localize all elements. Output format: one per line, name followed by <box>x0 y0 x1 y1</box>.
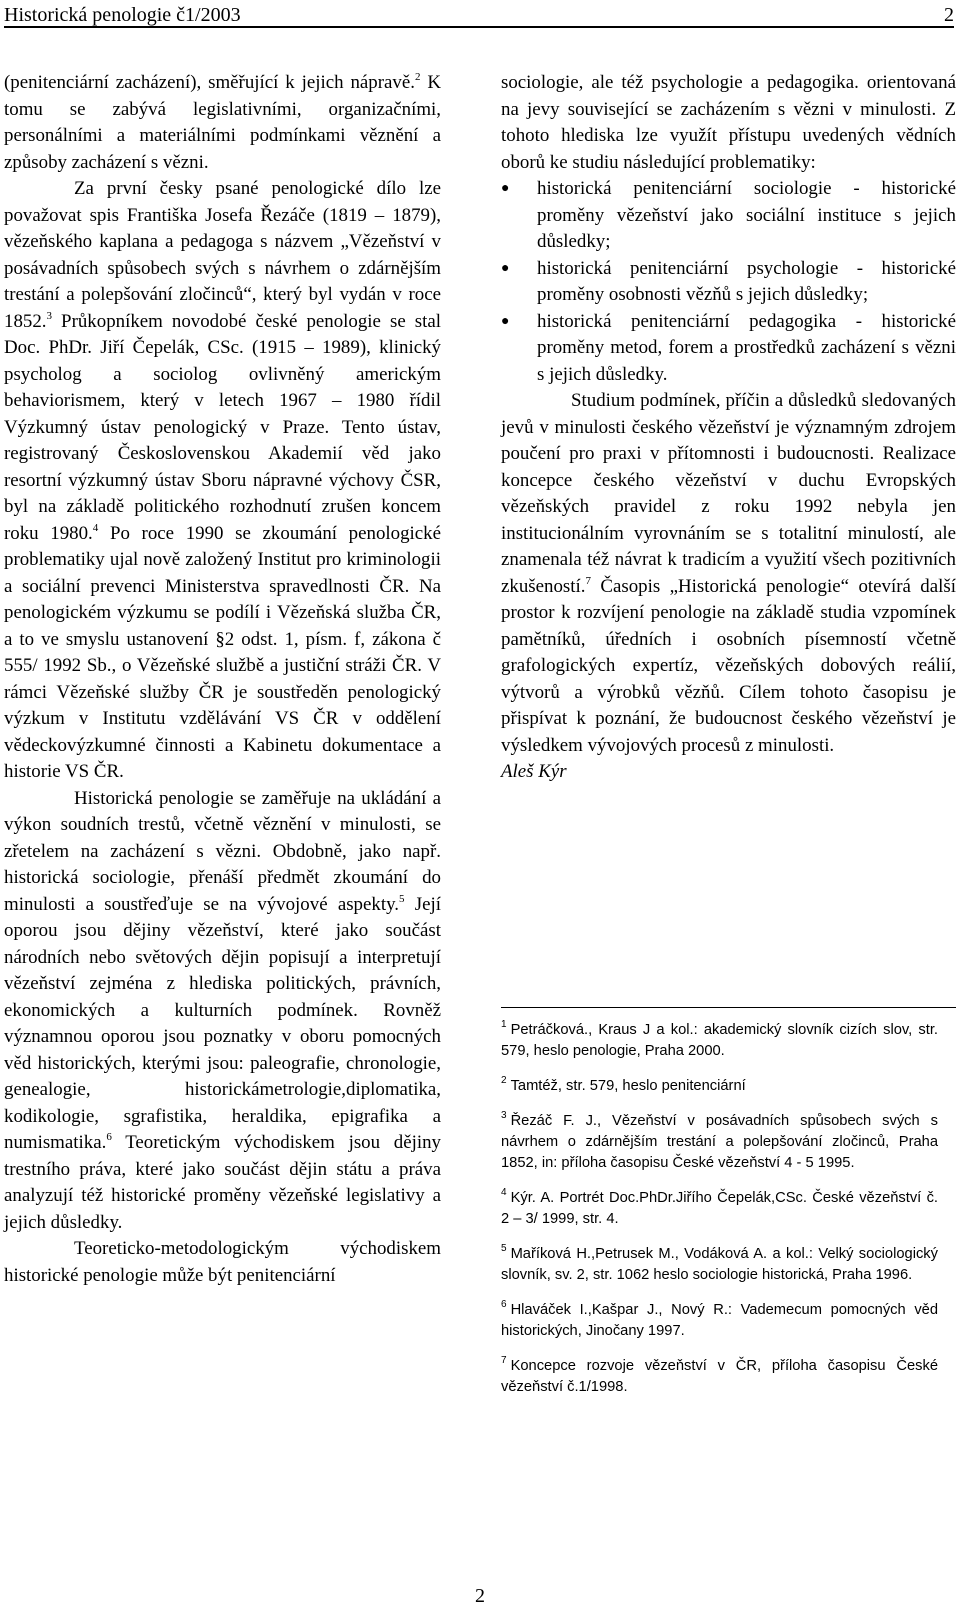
bullet-icon: ● <box>501 260 510 276</box>
text-run: K tomu se zabývá legislativními, organizačními, personálními a materiálními podmínkami věznění a způsoby zacházení s vězni. <box>4 72 441 173</box>
paragraph: Teoreticko-metodologickým východiskem historické penologie může být penitenciární <box>4 1238 441 1286</box>
footnotes <box>501 1020 938 1412</box>
paragraph <box>4 70 441 176</box>
footnote-ref[interactable]: 5 <box>399 892 405 905</box>
text-run: Časopis „Historická penologie“ otevírá další prostor k rozvíjení penologie na základě studia vzpomínek pamětníků, úředních i osobních písemností včetně grafologických expertíz, vězeňských dobových reálií, výtvorů a výrobků vězňů. Cílem tohoto časopisu je přispívat k poznání, že budoucnost českého vězeňství je výsledkem vývojových procesů z minulosti. <box>501 575 956 756</box>
footnote <box>501 1244 938 1286</box>
footnote-ref[interactable]: 4 <box>92 521 99 534</box>
paragraph <box>501 388 956 759</box>
list-item <box>501 176 956 256</box>
right-column <box>501 70 956 786</box>
footnote-text: Kýr. A. Portrét Doc.PhDr.Jiřího Čepelák,CSc. České vězeňství č. 2 – 3/ 1999, str. 4. <box>501 1190 938 1227</box>
bullet-list <box>501 176 956 388</box>
footnote-ref[interactable]: 3 <box>46 309 53 322</box>
footnote <box>501 1111 938 1174</box>
text-run: Průkopníkem novodobé české penologie se stal Doc. PhDr. Jiří Čepelák, CSc. (1915 – 1989), klinický psycholog a sociolog ovlivněný americkým behaviorismem, který v letech 1967 – 1980 řídil Výzkumný ústav penologický v Praze. Tento ústav, registrovaný Československou Akademií věd jako resortní výzkumný ústav Sboru nápravné výchovy ČSR, byl na základě politického rozhodnutí zrušen koncem roku 1980. <box>4 310 441 544</box>
list-item-text: historická penitenciární pedagogika - historické proměny metod, forem a prostředků zacházení s vězni s jejich důsledky. <box>537 310 956 385</box>
footnote-number: 7 <box>501 1355 507 1366</box>
text-run: Její oporou jsou dějiny vězeňství, které jako součást národních nebo světových dějin popisují a interpretují vězeňství zejména z hlediska politických, právních, ekonomických a kulturních podmínek. Rovněž významnou oporou jsou poznatky v oboru pomocných věd historických, kterými jsou: paleografie, chronologie, genealogie, historickámetrologie,diplomatika, kodikologie, sgrafistika, heraldika, epigrafika a numismatika. <box>4 893 441 1153</box>
footnote-text: Hlaváček I.,Kašpar J., Nový R.: Vademecum pomocných věd historických, Jinočany 1997. <box>501 1302 938 1339</box>
footnote-number: 4 <box>501 1187 507 1198</box>
footnote-ref[interactable]: 2 <box>414 71 421 83</box>
list-item <box>501 309 956 389</box>
text-run: Za první česky psané penologické dílo lze považovat spis Františka Josefa Řezáče (1819 – 1879), vězeňského kaplana a pedagoga s názvem „Vězeňství v posávadních spůsobech svých s návrhem o zdárnějším trestání a polepšování zločinců“, který byl vydán v roce 1852. <box>4 178 441 332</box>
footnote <box>501 1356 938 1398</box>
journal-title: Historická penologie č1/2003 <box>4 4 241 26</box>
footnote-ref[interactable]: 7 <box>585 574 591 587</box>
footnote <box>501 1076 938 1097</box>
footnote-text: Koncepce rozvoje vězeňství v ČR, příloha časopisu České vězeňství č.1/1998. <box>501 1358 938 1395</box>
text-run: Po roce 1990 se zkoumání penologické problematiky ujal nově založený Institut pro kriminologii a sociální prevenci Ministerstva spravedlnosti ČR. Na penologickém výzkumu se podílí i Vězeňská služba ČR, a to ve smyslu ustanovení §2 odst. 1, písm. f, zákona č 555/ 1992 Sb., o Vězeňské službě a justiční stráži ČR. V rámci Vězeňské služby ČR je soustředěn penologický výzkum v Institutu vzdělávání VS ČR v oddělení vědeckovýzkumné činnosti a Kabinetu dokumentace a historie VS ČR. <box>4 522 442 782</box>
list-item-text: historická penitenciární psychologie - historické proměny osobnosti vězňů s jejich důsledky; <box>537 257 956 305</box>
text-run: (penitenciární zacházení), směřující k jejich nápravě. <box>4 72 415 93</box>
running-header <box>4 2 954 28</box>
list-item <box>501 256 956 309</box>
footnote-ref[interactable]: 6 <box>106 1131 112 1143</box>
footnote-number: 3 <box>501 1110 507 1121</box>
paragraph <box>4 786 441 1237</box>
footnote-number: 6 <box>501 1299 507 1310</box>
header-page-number: 2 <box>944 4 954 26</box>
paragraph: sociologie, ale též psychologie a pedagogika. orientovaná na jevy související se zacházením s vězni v minulosti. Z tohoto hlediska lze využít přístupu uvedených vědních oborů ke studiu následující problematiky: <box>501 72 956 173</box>
footnote-number: 5 <box>501 1243 507 1254</box>
footnote <box>501 1020 938 1062</box>
left-column <box>4 70 441 1289</box>
footnote-text: Řezáč F. J., Vězeňství v posávadních spůsobech svých s návrhem o zdárnějším trestání a polepšování zločinců, Praha 1852, in: příloha časopisu České vězeňství 4 - 5 1995. <box>501 1113 938 1171</box>
text-run: Teoretickým východiskem jsou dějiny trestního práva, které jako součást dějin státu a práva analyzují též historické proměny vězeňské legislativy a jejich důsledky. <box>4 1132 441 1233</box>
bullet-icon: ● <box>501 181 510 196</box>
footnote-number: 2 <box>501 1075 507 1086</box>
bullet-icon: ● <box>501 313 510 329</box>
text-run: Historická penologie se zaměřuje na ukládání a výkon soudních trestů, včetně věznění v minulosti, se zřetelem na zacházení s vězni. Obdobně, jako např. historická sociologie, přenáší předmět zkoumání do minulosti a soustřeďuje se na vývojové aspekty. <box>4 787 441 915</box>
footnote <box>501 1188 938 1230</box>
footnote-separator <box>501 1007 956 1008</box>
footnote-number: 1 <box>501 1019 507 1030</box>
footnote-text: Maříková H.,Petrusek M., Vodáková A. a kol.: Velký sociologický slovník, sv. 2, str. 1062 heslo sociologie historická, Praha 1996. <box>501 1246 938 1283</box>
footnote-text: Tamtéž, str. 579, heslo penitenciární <box>510 1078 746 1094</box>
paragraph <box>4 176 441 786</box>
footnote-text: Petráčková., Kraus J a kol.: akademický slovník cizích slov, str. 579, heslo penologie, Praha 2000. <box>501 1022 938 1059</box>
text-run: Studium podmínek, příčin a důsledků sledovaných jevů v minulosti českého vězeňství je významným zdrojem poučení pro praxi v přítomnosti i budoucnosti. Realizace koncepce českého vězeňství v duchu Evropských vězeňských pravidel z roku 1992 nebyla jen institucionálním vyrovnáním se s totalitní minulostí, ale znamenala též návrat k tradicím a využití všech pozitivních zkušeností. <box>501 390 956 597</box>
list-item-text: historická penitenciární sociologie - historické proměny vězeňství jako sociální instituce s jejich důsledky; <box>537 178 956 252</box>
author-signature: Aleš Kýr <box>501 761 567 782</box>
footnote <box>501 1300 938 1342</box>
page-number: 2 <box>475 1585 485 1607</box>
